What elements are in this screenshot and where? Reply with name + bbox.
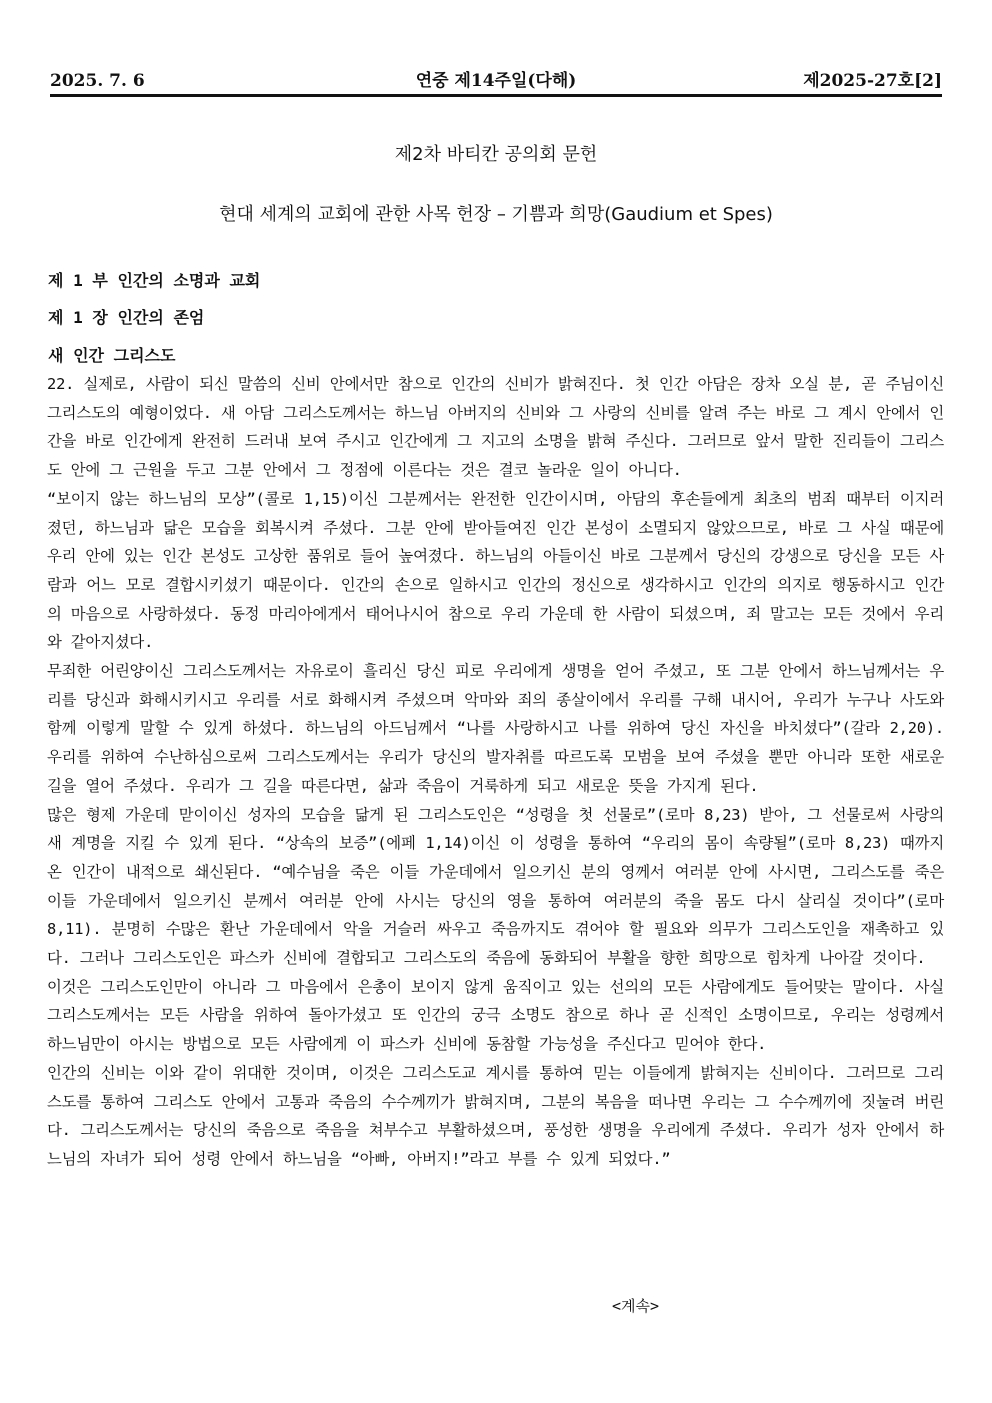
header-issue-number: 제2025-27호[2] (803, 71, 942, 91)
paragraph: 많은 형제 가운데 맏이이신 성자의 모습을 닮게 된 그리스도인은 “성령을 첫 선물로”(로마 8,23) 받아, 그 선물로써 사랑의 새 계명을 지킬 수 있게 된다. “상속의 보증”(에페 1,14)이신 이 성령을 통하여 “우리의 몸이 속량될”(로마 8,23) 때까지 온 인간이 내적으로 쇄신된다. “예수님을 죽은 이들 가운데에서 일으키신 분의 영께서 여러분 안에 사시면, 그리스도를 죽은 이들 가운데에서 일으키신 분께서 여러분 안에 사시는 당신의 영을 통하여 여러분의 죽을 몸도 다시 살리실 것이다”(로마 8,11). 분명히 수많은 환난 가운데에서 악을 거슬러 싸우고 죽음까지도 겪어야 할 필요와 의무가 그리스도인을 재촉하고 있다. 그러나 그리스도인은 파스카 신비에 결합되고 그리스도의 죽음에 동화되어 부활을 향한 희망으로 힘차게 나아갈 것이다. (47, 805, 944, 968)
part-heading: 제 1 부 인간의 소명과 교회 (48, 271, 261, 290)
header-date: 2025. 7. 6 (50, 71, 145, 91)
paragraph: 무죄한 어린양이신 그리스도께서는 자유로이 흘리신 당신 피로 우리에게 생명을 얻어 주셨고, 또 그분 안에서 하느님께서는 우리를 당신과 화해시키시고 우리를 서로 화해시켜 주셨으며 악마와 죄의 종살이에서 우리를 구해 내시어, 우리가 누구나 사도와 함께 이렇게 말할 수 있게 하셨다. 하느님의 아드님께서 “나를 사랑하시고 나를 위하여 당신 자신을 바치셨다”(갈라 2,20). 우리를 위하여 수난하심으로써 그리스도께서는 우리가 당신의 발자취를 따르도록 모범을 보여 주셨을 뿐만 아니라 또한 새로운 길을 열어 주셨다. 우리가 그 길을 따른다면, 삶과 죽음이 거룩하게 되고 새로운 뜻을 가지게 된다. (47, 662, 944, 795)
paragraph: 이것은 그리스도인만이 아니라 그 마음에서 은총이 보이지 않게 움직이고 있는 선의의 모든 사람에게도 들어맞는 말이다. 사실 그리스도께서는 모든 사람을 위하여 돌아가셨고 또 인간의 궁극 소명도 참으로 하나 곧 신적인 소명이므로, 우리는 성령께서 하느님만이 아시는 방법으로 모든 사람에게 이 파스카 신비에 동참할 가능성을 주신다고 믿어야 한다. (47, 977, 944, 1054)
continued-label: <계속> (612, 1297, 660, 1315)
paragraph: “보이지 않는 하느님의 모상”(콜로 1,15)이신 그분께서는 완전한 인간이시며, 아담의 후손들에게 최초의 범죄 때부터 이지러졌던, 하느님과 닮은 모습을 회복시켜 주셨다. 그분 안에 받아들여진 인간 본성이 소멸되지 않았으므로, 바로 그 사실 때문에 우리 안에 있는 인간 본성도 고상한 품위로 들어 높여졌다. 하느님의 아들이신 바로 그분께서 당신의 강생으로 당신을 모든 사람과 어느 모로 결합시키셨기 때문이다. 인간의 손으로 일하시고 인간의 정신으로 생각하시고 인간의 의지로 행동하시고 인간의 마음으로 사랑하셨다. 동정 마리아에게서 태어나시어 참으로 우리 가운데 한 사람이 되셨으며, 죄 말고는 모든 것에서 우리와 같아지셨다. (47, 489, 944, 652)
document-title: 제2차 바티칸 공의회 문헌 (394, 144, 598, 165)
document-subtitle: 현대 세계의 교회에 관한 사목 헌장 – 기쁨과 희망(Gaudium et Spes) (219, 204, 773, 225)
page-header (50, 68, 942, 97)
document-body (47, 370, 944, 1174)
section-heading: 새 인간 그리스도 (48, 346, 176, 365)
chapter-heading: 제 1 장 인간의 존엄 (48, 308, 205, 327)
paragraph: 인간의 신비는 이와 같이 위대한 것이며, 이것은 그리스도교 계시를 통하여 믿는 이들에게 밝혀지는 신비이다. 그러므로 그리스도를 통하여 그리스도 안에서 고통과 죽음의 수수께끼가 밝혀지며, 그분의 복음을 떠나면 우리는 그 수수께끼에 짓눌려 버린다. 그리스도께서는 당신의 죽음으로 죽음을 쳐부수고 부활하셨으며, 풍성한 생명을 우리에게 주셨다. 우리가 성자 안에서 하느님의 자녀가 되어 성령 안에서 하느님을 “아빠, 아버지!”라고 부를 수 있게 되었다.” (47, 1063, 944, 1168)
header-liturgical-week: 연중 제14주일(다해) (415, 71, 577, 91)
paragraph: 22. 실제로, 사람이 되신 말씀의 신비 안에서만 참으로 인간의 신비가 밝혀진다. 첫 인간 아담은 장차 오실 분, 곧 주님이신 그리스도의 예형이었다. 새 아담 그리스도께서는 하느님 아버지의 신비와 그 사랑의 신비를 알려 주는 바로 그 계시 안에서 인간을 바로 인간에게 완전히 드러내 보여 주시고 인간에게 그 지고의 소명을 밝혀 주신다. 그러므로 앞서 말한 진리들이 그리스도 안에 그 근원을 두고 그분 안에서 그 정점에 이른다는 것은 결코 놀라운 일이 아니다. (47, 375, 945, 480)
